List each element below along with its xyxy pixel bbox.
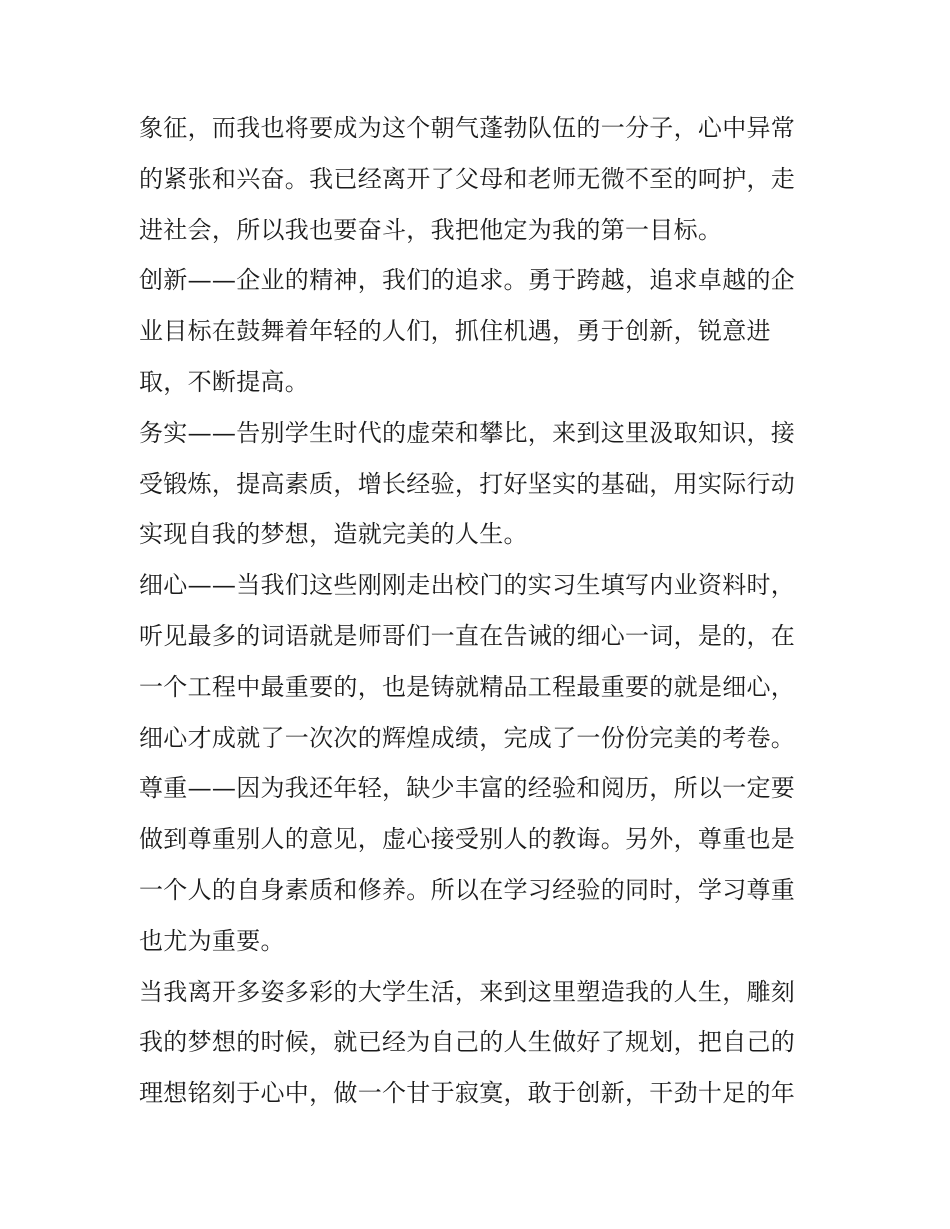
text-line: 受锻炼，提高素质，增长经验，打好坚实的基础，用实际行动 — [139, 469, 796, 498]
text-line: 业目标在鼓舞着年轻的人们，抓住机遇，勇于创新，锐意进 — [139, 317, 771, 346]
text-line: 也尤为重要。 — [139, 926, 285, 955]
text-line: 创新——企业的精神，我们的追求。勇于跨越，追求卓越的企 — [139, 266, 796, 295]
text-line: 理想铭刻于心中，做一个甘于寂寞，敢于创新，干劲十足的年 — [139, 1079, 796, 1108]
text-line: 当我离开多姿多彩的大学生活，来到这里塑造我的人生，雕刻 — [139, 977, 796, 1006]
text-line: 取，不断提高。 — [139, 367, 310, 396]
text-line: 细心——当我们这些刚刚走出校门的实习生填写内业资料时， — [139, 571, 796, 600]
text-line: 一个人的自身素质和修养。所以在学习经验的同时，学习尊重 — [139, 875, 796, 904]
text-line: 我的梦想的时候，就已经为自己的人生做好了规划，把自己的 — [139, 1028, 796, 1057]
text-line: 的紧张和兴奋。我已经离开了父母和老师无微不至的呵护，走 — [139, 164, 796, 193]
text-line: 一个工程中最重要的，也是铸就精品工程最重要的就是细心， — [139, 672, 796, 701]
text-line: 尊重——因为我还年轻，缺少丰富的经验和阅历，所以一定要 — [139, 774, 796, 803]
text-line: 实现自我的梦想，造就完美的人生。 — [139, 520, 528, 549]
document-body — [139, 103, 819, 1119]
text-line: 听见最多的词语就是师哥们一直在告诫的细心一词，是的，在 — [139, 621, 796, 650]
text-line: 务实——告别学生时代的虚荣和攀比，来到这里汲取知识，接 — [139, 418, 796, 447]
text-line: 做到尊重别人的意见，虚心接受别人的教诲。另外，尊重也是 — [139, 825, 796, 854]
text-line: 细心才成就了一次次的辉煌成绩，完成了一份份完美的考卷。 — [139, 723, 796, 752]
text-line: 进社会，所以我也要奋斗，我把他定为我的第一目标。 — [139, 215, 723, 244]
text-line: 象征，而我也将要成为这个朝气蓬勃队伍的一分子，心中异常 — [139, 114, 796, 142]
